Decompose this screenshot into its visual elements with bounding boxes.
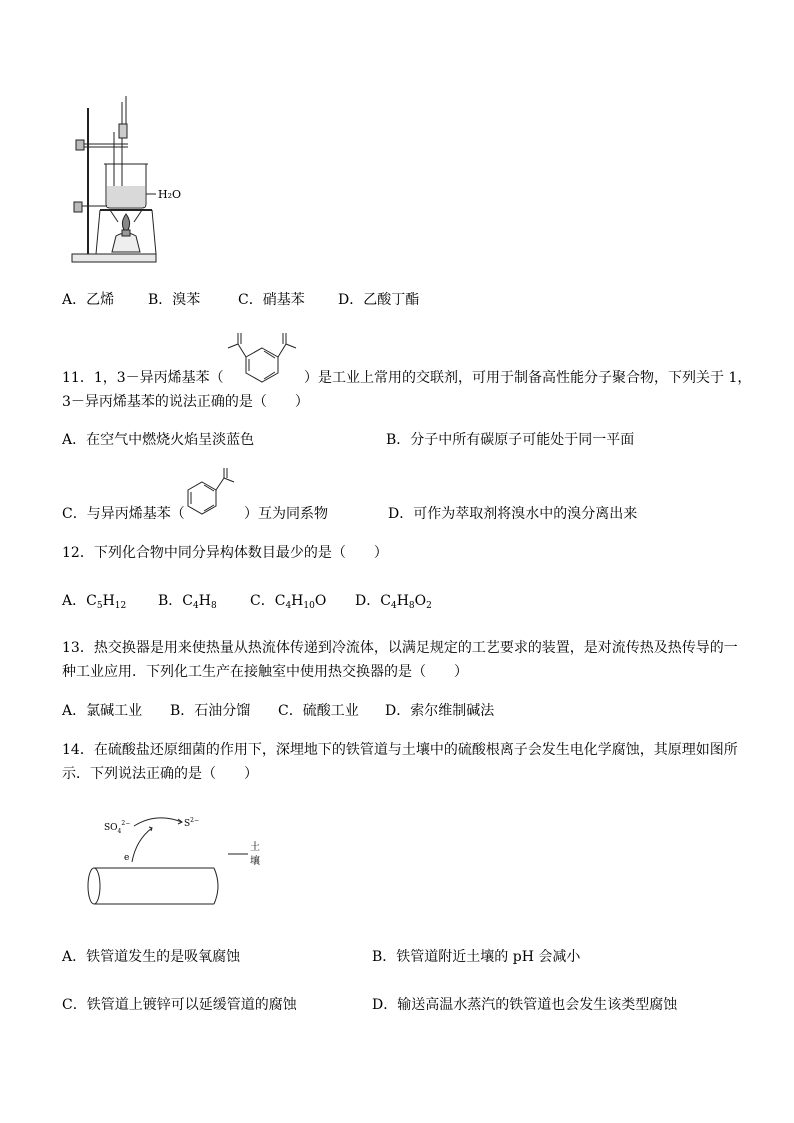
q13-stem-line2: 种工业应用．下列化工生产在接触室中使用热交换器的是（ ） [62, 664, 468, 680]
q11-option-c-start: C．与异丙烯基苯（ [62, 506, 185, 522]
q11-stem-line2: 3－异丙烯基苯的说法正确的是（ ） [62, 394, 309, 410]
isopropenylbenzene-structure [184, 472, 240, 516]
lab-apparatus-figure [70, 96, 200, 268]
q13-option-a: A．氯碱工业 [62, 703, 143, 719]
sulfide-ion-label: $S^{2-}$ [184, 817, 200, 829]
q14-stem-line2: 示．下列说法正确的是（ ） [62, 766, 258, 782]
q11-stem-line1-start: 11．1，3－异丙烯基苯（ [62, 370, 224, 386]
q11-option-c-end: ）互为同系物 [244, 506, 328, 522]
sulfate-ion-label: $SO_4^{2-}$ [104, 820, 131, 835]
q10-option-a: A．乙烯 [62, 292, 115, 308]
soil-label-1: 土 [250, 842, 260, 853]
h2o-label: H₂O [158, 188, 182, 201]
corrosion-diagram [84, 812, 274, 908]
soil-label-2: 壤 [250, 856, 260, 867]
q10-option-d: D．乙酸丁酯 [338, 292, 420, 308]
q12-option-b-label: B． [158, 593, 183, 609]
q11-option-d: D．可作为萃取剂将溴水中的溴分离出来 [388, 506, 638, 522]
q12-option-c: C．$C_4H_{10}O$ [250, 593, 327, 611]
q14-option-c: C．铁管道上镀锌可以延缓管道的腐蚀 [62, 997, 297, 1013]
q14-option-a: A．铁管道发生的是吸氧腐蚀 [62, 949, 241, 965]
q12-option-d: D．$C_4H_8O_2$ [355, 593, 432, 611]
q13-option-d: D．索尔维制碱法 [385, 703, 495, 719]
q14-option-d: D．输送高温水蒸汽的铁管道也会发生该类型腐蚀 [372, 997, 678, 1013]
q12-option-a: A．$C_5H_{12}$ [62, 593, 127, 611]
diisopropenylbenzene-structure [222, 332, 302, 384]
q13-stem-line1: 13．热交换器是用来使热量从热流体传递到冷流体，以满足规定的工艺要求的装置，是对流传热及热传导的一 [62, 640, 738, 656]
q12-stem: 12．下列化合物中同分异构体数目最少的是（ ） [62, 545, 388, 561]
q13-option-c: C．硫酸工业 [278, 703, 359, 719]
q12-option-d-label: D． [355, 593, 381, 609]
q12-option-c-label: C． [250, 593, 275, 609]
q12-option-a-label: A． [62, 593, 87, 609]
electron-label: e [124, 853, 130, 863]
q10-option-b: B．溴苯 [148, 292, 201, 308]
q10-option-c: C．硝基苯 [238, 292, 305, 308]
q14-stem-line1: 14．在硫酸盐还原细菌的作用下，深埋地下的铁管道与土壤中的硫酸根离子会发生电化学腐蚀，其原理如图所 [62, 742, 738, 758]
q11-option-b: B．分子中所有碳原子可能处于同一平面 [386, 432, 635, 448]
q11-option-a: A．在空气中燃烧火焰呈淡蓝色 [62, 432, 255, 448]
q14-option-b: B．铁管道附近土壤的 pH 会减小 [372, 949, 581, 965]
q12-option-b: B．$C_4H_8$ [158, 593, 217, 611]
q11-stem-line1-end: ）是工业上常用的交联剂，可用于制备高性能分子聚合物，下列关于 1， [304, 370, 752, 386]
q13-option-b: B．石油分馏 [170, 703, 251, 719]
